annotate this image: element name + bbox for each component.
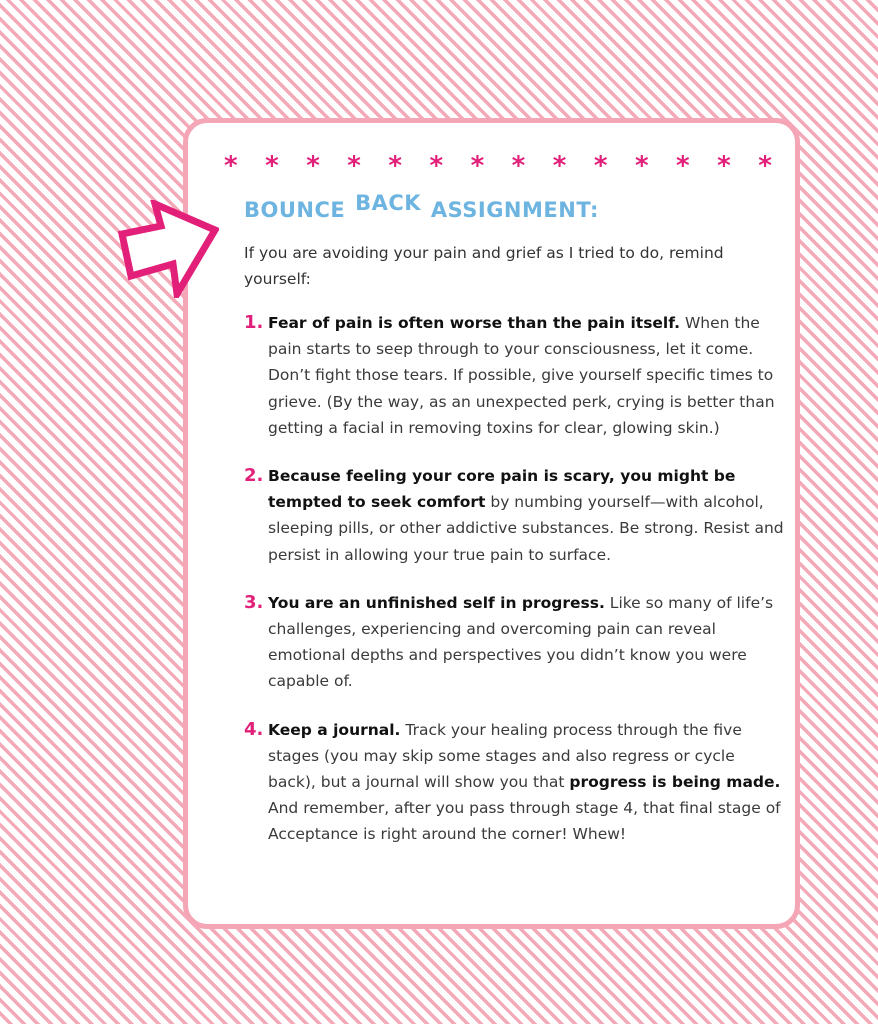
- assignment-card: [183, 118, 800, 929]
- list-item: [244, 463, 784, 568]
- list-item: [244, 590, 784, 695]
- star-icon: *: [470, 151, 485, 181]
- star-icon: *: [634, 151, 649, 181]
- star-icon: *: [429, 151, 444, 181]
- list-item: [244, 310, 784, 441]
- title-word-bounce: BOUNCE: [244, 198, 346, 222]
- item-lead-2: progress is being made.: [569, 773, 781, 792]
- item-lead: You are an unfinished self in progress.: [268, 593, 605, 612]
- star-icon: *: [224, 151, 238, 181]
- star-icon: *: [306, 151, 320, 181]
- section-title: [244, 191, 599, 225]
- star-icon: *: [511, 151, 526, 181]
- item-number: 1.: [244, 312, 264, 333]
- star-icon: *: [552, 151, 567, 181]
- item-lead: Fear of pain is often worse than the pain itself.: [268, 314, 681, 332]
- item-text: Track your healing process through the five stages (you may skip some stages and also regress or cycle back), but a journal will show you that: [268, 720, 742, 792]
- star-icon: *: [758, 151, 772, 181]
- star-icon: *: [265, 151, 279, 181]
- arrow-right-icon: [115, 200, 219, 298]
- item-number: 4.: [244, 718, 264, 740]
- star-icon: *: [676, 151, 690, 181]
- item-body: [268, 310, 784, 441]
- item-body: [268, 717, 784, 848]
- title-word-back: BACK: [355, 191, 422, 215]
- item-body: [268, 590, 784, 695]
- intro-text: If you are avoiding your pain and grief as I tried to do, remind yourself:: [244, 244, 724, 288]
- item-text: Like so many of life’s challenges, experiencing and overcoming pain can reveal emotional depths and perspectives you didn’t know you were capable of.: [268, 593, 774, 691]
- title-word-assignment: ASSIGNMENT:: [430, 198, 599, 222]
- list-item: [244, 717, 784, 848]
- star-icon: *: [388, 151, 402, 181]
- item-number: 2.: [244, 465, 264, 487]
- star-icon: *: [717, 151, 731, 181]
- star-icon: *: [593, 151, 608, 181]
- item-number: 3.: [244, 591, 264, 613]
- assignment-list: [244, 310, 784, 870]
- star-divider: [224, 149, 772, 183]
- item-text-2: And remember, after you pass through stage 4, that final stage of Acceptance is right around the corner! Whew!: [268, 799, 781, 844]
- item-body: [268, 463, 784, 568]
- item-lead: Because feeling your core pain is scary, you might be tempted to seek comfort: [268, 467, 736, 512]
- item-text: When the pain starts to seep through to your consciousness, let it come. Don’t fight those tears. If possible, give yourself specific times to grieve. (By the way, as an unexpected perk, crying is better than getting a facial in removing toxins for clear, glowing skin.): [268, 314, 775, 437]
- item-lead: Keep a journal.: [268, 720, 401, 739]
- item-text: by numbing yourself—with alcohol, sleeping pills, or other addictive substances. Be strong. Resist and persist in allowing your true pain to surface.: [268, 493, 784, 564]
- star-icon: *: [347, 151, 361, 181]
